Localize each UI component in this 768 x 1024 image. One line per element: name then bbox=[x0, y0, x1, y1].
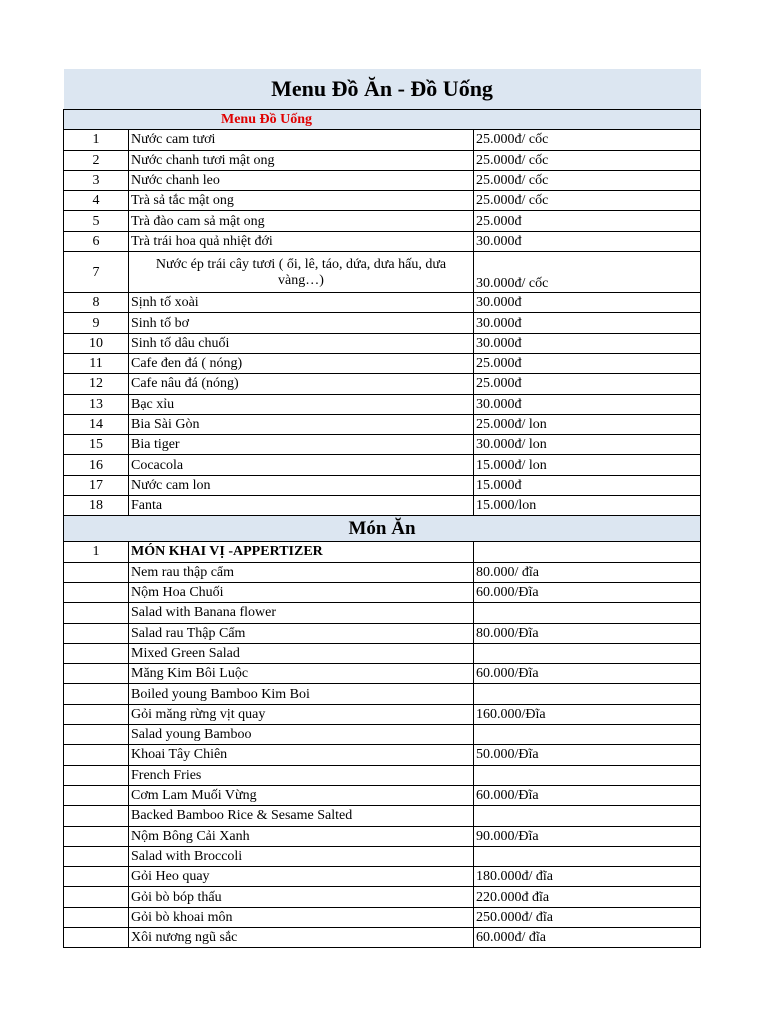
food-row bbox=[64, 826, 701, 846]
item-price: 25.000đ bbox=[474, 374, 701, 394]
item-name: Mixed Green Salad bbox=[129, 643, 474, 663]
item-price: 60.000/Đĩa bbox=[474, 664, 701, 684]
item-name: Gỏi măng rừng vịt quay bbox=[129, 704, 474, 724]
item-number bbox=[64, 806, 129, 826]
item-name: Bia Sài Gòn bbox=[129, 414, 474, 434]
item-name: Cafe đen đá ( nóng) bbox=[129, 353, 474, 373]
item-name: Gỏi Heo quay bbox=[129, 867, 474, 887]
item-number: 7 bbox=[64, 252, 129, 293]
drink-row bbox=[64, 231, 701, 251]
food-row bbox=[64, 907, 701, 927]
item-number: 17 bbox=[64, 475, 129, 495]
food-heading: Món Ăn bbox=[64, 516, 701, 542]
item-name: Sịnh tố xoài bbox=[129, 293, 474, 313]
item-price bbox=[474, 725, 701, 745]
item-number bbox=[64, 887, 129, 907]
item-number: 2 bbox=[64, 150, 129, 170]
item-price bbox=[474, 765, 701, 785]
drink-row bbox=[64, 150, 701, 170]
food-row bbox=[64, 846, 701, 866]
drink-row bbox=[64, 353, 701, 373]
item-price: 90.000/Đĩa bbox=[474, 826, 701, 846]
food-row bbox=[64, 582, 701, 602]
drink-row bbox=[64, 252, 701, 293]
item-name: French Fries bbox=[129, 765, 474, 785]
drink-row bbox=[64, 496, 701, 516]
item-name: Xôi nương ngũ sắc bbox=[129, 927, 474, 947]
food-row bbox=[64, 725, 701, 745]
item-number: 18 bbox=[64, 496, 129, 516]
item-name: Măng Kim Bôi Luộc bbox=[129, 664, 474, 684]
item-name: Cơm Lam Muối Vừng bbox=[129, 785, 474, 805]
drink-row bbox=[64, 211, 701, 231]
item-price: 25.000đ/ cốc bbox=[474, 130, 701, 150]
drinks-heading-row bbox=[64, 110, 701, 130]
item-number bbox=[64, 765, 129, 785]
drink-row bbox=[64, 313, 701, 333]
drink-row bbox=[64, 130, 701, 150]
category-number: 1 bbox=[64, 542, 129, 562]
item-number bbox=[64, 603, 129, 623]
item-number: 11 bbox=[64, 353, 129, 373]
food-row bbox=[64, 562, 701, 582]
item-number: 5 bbox=[64, 211, 129, 231]
item-name: Salad young Bamboo bbox=[129, 725, 474, 745]
item-number: 16 bbox=[64, 455, 129, 475]
item-price: 25.000đ/ lon bbox=[474, 414, 701, 434]
item-price: 30.000đ bbox=[474, 231, 701, 251]
item-price: 60.000/Đĩa bbox=[474, 785, 701, 805]
drinks-heading-cell bbox=[64, 110, 701, 130]
item-price: 30.000đ bbox=[474, 333, 701, 353]
item-price bbox=[474, 643, 701, 663]
item-number bbox=[64, 927, 129, 947]
item-price bbox=[474, 806, 701, 826]
item-number bbox=[64, 745, 129, 765]
item-price: 30.000đ/ lon bbox=[474, 435, 701, 455]
item-number bbox=[64, 623, 129, 643]
item-name: Fanta bbox=[129, 496, 474, 516]
drink-row bbox=[64, 455, 701, 475]
item-number bbox=[64, 582, 129, 602]
item-number bbox=[64, 562, 129, 582]
drink-row bbox=[64, 414, 701, 434]
item-name: Gỏi bò khoai môn bbox=[129, 907, 474, 927]
item-number: 12 bbox=[64, 374, 129, 394]
food-row bbox=[64, 867, 701, 887]
drink-row bbox=[64, 475, 701, 495]
drinks-heading: Menu Đồ Uống bbox=[221, 112, 313, 128]
item-number bbox=[64, 704, 129, 724]
item-price: 80.000/ đĩa bbox=[474, 562, 701, 582]
item-number bbox=[64, 846, 129, 866]
item-price: 15.000đ/ lon bbox=[474, 455, 701, 475]
item-name: Bia tiger bbox=[129, 435, 474, 455]
item-number bbox=[64, 684, 129, 704]
item-name: Khoai Tây Chiên bbox=[129, 745, 474, 765]
food-row bbox=[64, 887, 701, 907]
item-name: Boiled young Bamboo Kim Boi bbox=[129, 684, 474, 704]
food-row bbox=[64, 927, 701, 947]
item-number: 14 bbox=[64, 414, 129, 434]
drink-row bbox=[64, 394, 701, 414]
item-price: 220.000đ đĩa bbox=[474, 887, 701, 907]
drink-row bbox=[64, 191, 701, 211]
item-name: Cafe nâu đá (nóng) bbox=[129, 374, 474, 394]
item-price: 15.000/lon bbox=[474, 496, 701, 516]
item-number bbox=[64, 664, 129, 684]
food-row bbox=[64, 785, 701, 805]
item-price: 80.000/Đĩa bbox=[474, 623, 701, 643]
item-name: Salad with Banana flower bbox=[129, 603, 474, 623]
item-name: Nem rau thập cẩm bbox=[129, 562, 474, 582]
item-name: Salad with Broccoli bbox=[129, 846, 474, 866]
item-price: 30.000đ bbox=[474, 313, 701, 333]
food-row bbox=[64, 664, 701, 684]
drink-row bbox=[64, 293, 701, 313]
item-price: 25.000đ/ cốc bbox=[474, 150, 701, 170]
menu-title: Menu Đồ Ăn - Đồ Uống bbox=[64, 69, 701, 110]
item-price: 50.000/Đĩa bbox=[474, 745, 701, 765]
menu-table bbox=[63, 69, 701, 948]
drink-row bbox=[64, 374, 701, 394]
drink-row bbox=[64, 435, 701, 455]
item-number: 15 bbox=[64, 435, 129, 455]
item-name: Sinh tố bơ bbox=[129, 313, 474, 333]
food-category-row bbox=[64, 542, 701, 562]
item-price: 25.000đ/ cốc bbox=[474, 191, 701, 211]
item-name: Nước chanh tươi mật ong bbox=[129, 150, 474, 170]
item-number bbox=[64, 785, 129, 805]
item-name: Cocacola bbox=[129, 455, 474, 475]
item-number: 9 bbox=[64, 313, 129, 333]
item-number: 1 bbox=[64, 130, 129, 150]
category-price bbox=[474, 542, 701, 562]
item-number bbox=[64, 725, 129, 745]
food-row bbox=[64, 603, 701, 623]
item-price: 30.000đ bbox=[474, 394, 701, 414]
item-number: 8 bbox=[64, 293, 129, 313]
item-price: 180.000đ/ đĩa bbox=[474, 867, 701, 887]
food-row bbox=[64, 684, 701, 704]
food-row bbox=[64, 806, 701, 826]
item-price: 25.000đ bbox=[474, 353, 701, 373]
food-row bbox=[64, 623, 701, 643]
item-number: 13 bbox=[64, 394, 129, 414]
item-price: 25.000đ bbox=[474, 211, 701, 231]
food-heading-row bbox=[64, 516, 701, 542]
title-row bbox=[64, 69, 701, 110]
item-price: 15.000đ bbox=[474, 475, 701, 495]
item-number bbox=[64, 907, 129, 927]
category-name: MÓN KHAI VỊ -APPERTIZER bbox=[129, 542, 474, 562]
item-number: 6 bbox=[64, 231, 129, 251]
item-name: Trà sả tắc mật ong bbox=[129, 191, 474, 211]
item-name: Nước chanh leo bbox=[129, 170, 474, 190]
food-row bbox=[64, 745, 701, 765]
item-price: 60.000/Đĩa bbox=[474, 582, 701, 602]
item-number: 3 bbox=[64, 170, 129, 190]
item-name: Bạc xỉu bbox=[129, 394, 474, 414]
item-name: Nộm Hoa Chuối bbox=[129, 582, 474, 602]
item-name: Trà đào cam sả mật ong bbox=[129, 211, 474, 231]
item-name: Salad rau Thập Cẩm bbox=[129, 623, 474, 643]
item-number bbox=[64, 826, 129, 846]
item-price: 30.000đ/ cốc bbox=[474, 252, 701, 293]
item-name: Gỏi bò bóp thấu bbox=[129, 887, 474, 907]
item-price: 25.000đ/ cốc bbox=[474, 170, 701, 190]
item-name: Backed Bamboo Rice & Sesame Salted bbox=[129, 806, 474, 826]
item-price bbox=[474, 846, 701, 866]
food-row bbox=[64, 765, 701, 785]
item-number: 10 bbox=[64, 333, 129, 353]
item-price bbox=[474, 684, 701, 704]
item-name: Nước cam tươi bbox=[129, 130, 474, 150]
item-name: Sinh tố dâu chuối bbox=[129, 333, 474, 353]
item-name: Nước cam lon bbox=[129, 475, 474, 495]
item-price: 30.000đ bbox=[474, 293, 701, 313]
drink-row bbox=[64, 333, 701, 353]
item-price bbox=[474, 603, 701, 623]
item-price: 250.000đ/ đĩa bbox=[474, 907, 701, 927]
item-number bbox=[64, 643, 129, 663]
item-number bbox=[64, 867, 129, 887]
item-name: Nộm Bông Cải Xanh bbox=[129, 826, 474, 846]
item-price: 160.000/Đĩa bbox=[474, 704, 701, 724]
drink-row bbox=[64, 170, 701, 190]
food-row bbox=[64, 704, 701, 724]
item-price: 60.000đ/ đĩa bbox=[474, 927, 701, 947]
item-number: 4 bbox=[64, 191, 129, 211]
item-name: Nước ép trái cây tươi ( ổi, lê, táo, dứa, dưa hấu, dưa vàng…) bbox=[129, 252, 474, 293]
food-row bbox=[64, 643, 701, 663]
item-name: Trà trái hoa quả nhiệt đới bbox=[129, 231, 474, 251]
